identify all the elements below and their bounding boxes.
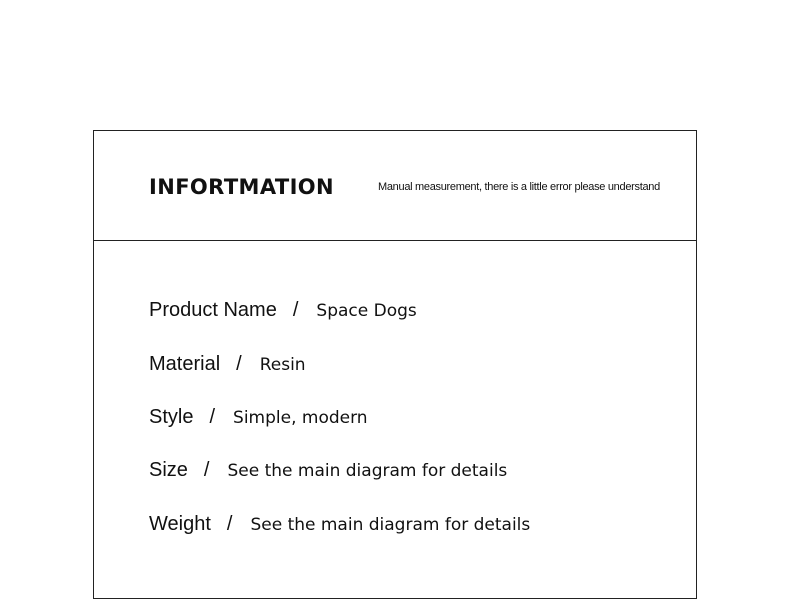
measurement-note: Manual measurement, there is a little error please understand <box>378 181 660 193</box>
spec-label: Size <box>149 459 188 481</box>
spec-row-product-name <box>149 299 417 322</box>
spec-separator: / <box>209 406 216 428</box>
spec-separator: / <box>203 459 210 481</box>
spec-separator: / <box>292 299 299 321</box>
spec-label: Material <box>149 353 221 375</box>
spec-value: See the main diagram for details <box>250 515 531 535</box>
spec-label: Style <box>149 406 194 428</box>
info-header <box>94 131 696 241</box>
spec-row-weight <box>149 513 530 536</box>
spec-value: Space Dogs <box>316 301 417 321</box>
spec-separator: / <box>226 513 233 535</box>
spec-row-material <box>149 353 306 376</box>
section-title: INFORTMATION <box>149 175 335 199</box>
spec-row-size <box>149 459 507 482</box>
spec-value: Resin <box>259 355 306 375</box>
spec-value: Simple, modern <box>233 408 368 428</box>
spec-separator: / <box>236 353 242 375</box>
spec-value: See the main diagram for details <box>227 461 508 481</box>
spec-row-style <box>149 406 368 429</box>
info-card <box>93 130 697 599</box>
spec-label: Product Name <box>149 299 277 321</box>
spec-label: Weight <box>149 513 211 535</box>
